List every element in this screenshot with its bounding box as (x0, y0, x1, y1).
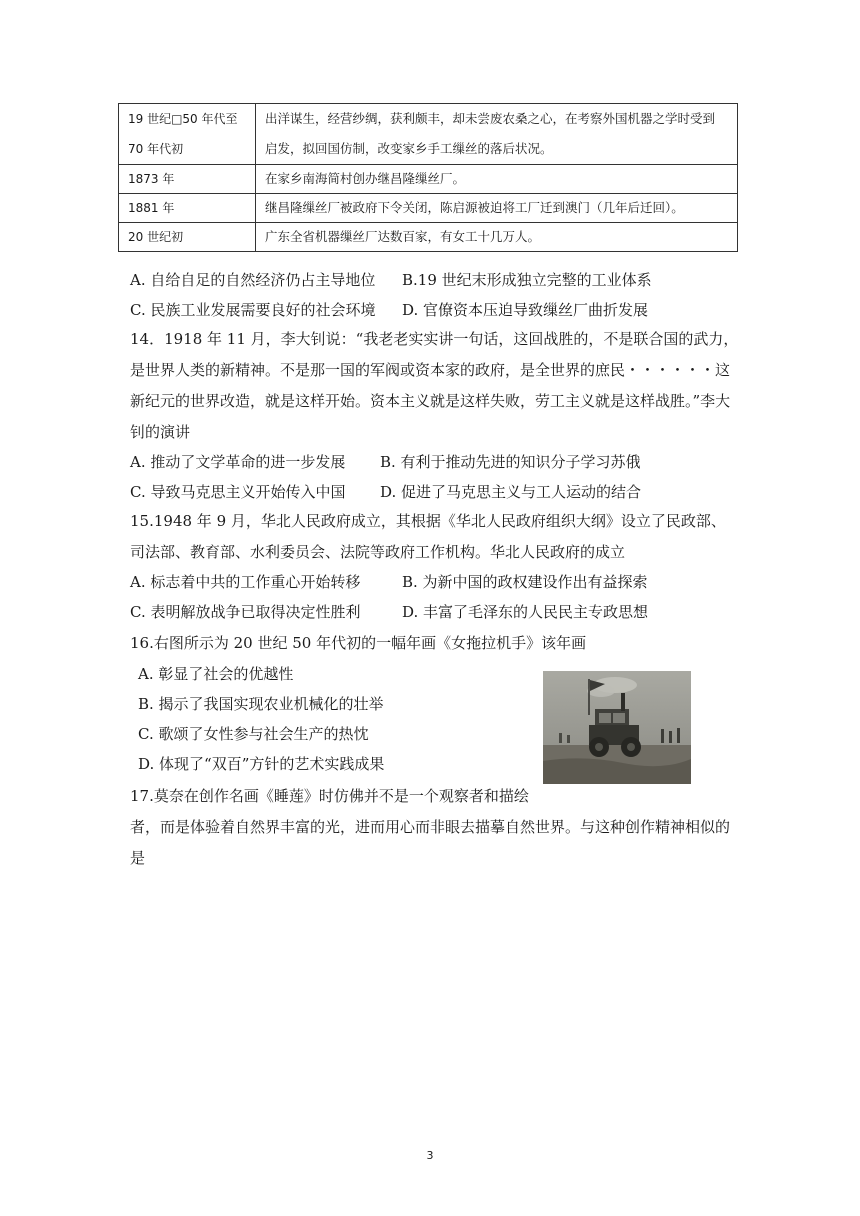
q15-option-a: A. 标志着中共的工作重心开始转移 (130, 573, 361, 591)
table-row (119, 104, 738, 165)
q14-option-c: C. 导致马克思主义开始传入中国 (130, 483, 346, 501)
q15-option-d: D. 丰富了毛泽东的人民民主专政思想 (402, 603, 649, 621)
table-cell-period: 19 世纪□50 年代至 70 年代初 (119, 104, 256, 165)
q13-option-c: C. 民族工业发展需要良好的社会环境 (130, 301, 376, 319)
q16-option-b: B. 揭示了我国实现农业机械化的壮举 (138, 695, 384, 713)
q13-option-b: B.19 世纪末形成独立完整的工业体系 (402, 271, 652, 289)
q14-option-b: B. 有利于推动先进的知识分子学习苏俄 (380, 453, 641, 471)
table-cell-event: 出洋谋生，经营纱绸，获利颇丰，却未尝废农桑之心，在考察外国机器之学时受到 启发，拟回国仿制，改变家乡手工缫丝的落后状况。 (256, 104, 738, 165)
table-cell-event: 继昌隆缫丝厂被政府下令关闭，陈启源被迫将工厂迁到澳门（几年后迁回）。 (256, 194, 738, 223)
q15-option-b: B. 为新中国的政权建设作出有益探索 (402, 573, 648, 591)
tractor-painting-illustration (543, 671, 691, 784)
q16-option-a: A. 彰显了社会的优越性 (138, 665, 294, 683)
q16-option-d: D. 体现了“双百”方针的艺术实践成果 (138, 755, 385, 773)
q14-option-a: A. 推动了文学革命的进一步发展 (130, 453, 346, 471)
table-row (119, 165, 738, 194)
table-row (119, 194, 738, 223)
table-cell-period: 20 世纪初 (119, 223, 256, 252)
q15-option-c: C. 表明解放战争已取得决定性胜利 (130, 603, 361, 621)
q17-stem-rest: 者，而是体验着自然界丰富的光，进而用心而非眼去描摹自然世界。与这种创作精神相似的是 (130, 818, 731, 867)
tractor-painting-image (543, 671, 691, 784)
table-row (119, 223, 738, 252)
history-table (118, 103, 738, 252)
q16-option-c: C. 歌颂了女性参与社会生产的热忱 (138, 725, 369, 743)
q13-option-a: A. 自给自足的自然经济仍占主导地位 (130, 271, 376, 289)
table-cell-period: 1881 年 (119, 194, 256, 223)
page-number: 3 (426, 1149, 434, 1162)
q13-option-d: D. 官僚资本压迫导致缫丝厂曲折发展 (402, 301, 649, 319)
table-cell-event: 广东全省机器缫丝厂达数百家，有女工十几万人。 (256, 223, 738, 252)
table-cell-period: 1873 年 (119, 165, 256, 194)
q15-stem: 15.1948 年 9 月，华北人民政府成立，其根据《华北人民政府组织大纲》设立了民政部、司法部、教育部、水利委员会、法院等政府工作机构。华北人民政府的成立 (130, 512, 726, 561)
q14-stem: 14．1918 年 11 月，李大钊说：“我老老实实讲一句话，这回战胜的，不是联合国的武力，是世界人类的新精神。不是那一国的军阀或资本家的政府，是全世界的庶民・・・・・・这新纪元的世界改造，就是这样开始。资本主义就是这样失败，劳工主义就是这样战胜。”李大钊的演讲 (130, 330, 739, 441)
table-cell-event: 在家乡南海简村创办继昌隆缫丝厂。 (256, 165, 738, 194)
q16-stem: 16.右图所示为 20 世纪 50 年代初的一幅年画《女拖拉机手》该年画 (130, 634, 587, 652)
q17-stem-line1: 17.莫奈在创作名画《睡莲》时仿佛并不是一个观察者和描绘 (130, 787, 529, 805)
q14-option-d: D. 促进了马克思主义与工人运动的结合 (380, 483, 642, 501)
